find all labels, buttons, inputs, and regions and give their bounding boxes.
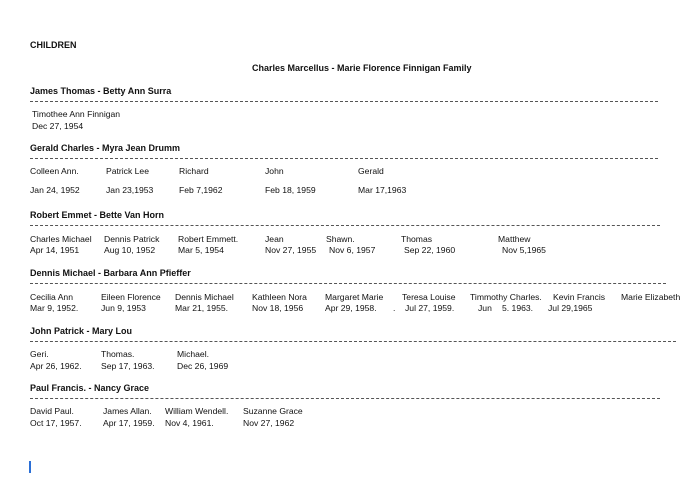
child-name: Timmothy Charles. <box>470 292 542 302</box>
child-date: Oct 17, 1957. <box>30 418 82 428</box>
child-name: Colleen Ann. <box>30 166 79 176</box>
child-name: Gerald <box>358 166 384 176</box>
child-date: . <box>393 303 396 313</box>
couple-heading: Gerald Charles - Myra Jean Drumm <box>30 143 181 153</box>
child-name: Thomas. <box>101 349 135 359</box>
couple-heading: Robert Emmet - Bette Van Horn <box>30 210 165 220</box>
child-date: Sep 22, 1960 <box>404 245 456 255</box>
child-name: Suzanne Grace <box>243 406 303 416</box>
child-name: Robert Emmett. <box>178 234 239 244</box>
child-date: Nov 4, 1961. <box>165 418 214 428</box>
child-date: Apr 14, 1951 <box>30 245 80 255</box>
child-date: Apr 26, 1962. <box>30 361 82 371</box>
dashed-rule <box>30 341 676 342</box>
child-name: Cecilia Ann <box>30 292 73 302</box>
child-date: Jun 9, 1953 <box>101 303 146 313</box>
child-name: Eileen Florence <box>101 292 161 302</box>
child-name: William Wendell. <box>165 406 229 416</box>
child-date: Mar 21, 1955. <box>175 303 229 313</box>
family-title: Charles Marcellus - Marie Florence Finnigan Family <box>252 63 472 73</box>
child-name: Richard <box>179 166 209 176</box>
child-name: Shawn. <box>326 234 355 244</box>
child-date: Sep 17, 1963. <box>101 361 155 371</box>
dashed-rule <box>30 398 660 399</box>
child-name: Kathleen Nora <box>252 292 307 302</box>
child-date: Nov 27, 1955 <box>265 245 317 255</box>
child-name: Patrick Lee <box>106 166 149 176</box>
child-name: Charles Michael <box>30 234 92 244</box>
child-name: Thomas <box>401 234 433 244</box>
child-date: Mar 17,1963 <box>358 185 407 195</box>
couple-heading: John Patrick - Mary Lou <box>30 326 133 336</box>
couple-heading: Dennis Michael - Barbara Ann Pfieffer <box>30 268 191 278</box>
couple-heading: Paul Francis. - Nancy Grace <box>30 383 150 393</box>
child-name: Geri. <box>30 349 49 359</box>
child-date: Jun <box>478 303 492 313</box>
child-date: 5. 1963. <box>502 303 534 313</box>
dashed-rule <box>30 101 658 102</box>
couple-heading: James Thomas - Betty Ann Surra <box>30 86 172 96</box>
child-date: Feb 7,1962 <box>179 185 223 195</box>
dashed-rule <box>30 283 666 284</box>
child-date: Nov 18, 1956 <box>252 303 304 313</box>
text-cursor[interactable] <box>29 461 31 473</box>
child-date: Jan 24, 1952 <box>30 185 80 195</box>
child-name: Timothee Ann Finnigan <box>32 109 121 119</box>
child-date: Nov 27, 1962 <box>243 418 295 428</box>
child-name: Jean <box>265 234 284 244</box>
child-date: Jul 27, 1959. <box>405 303 455 313</box>
child-name: Kevin Francis <box>553 292 606 302</box>
child-date: Apr 17, 1959. <box>103 418 155 428</box>
child-date: Feb 18, 1959 <box>265 185 316 195</box>
child-date: Jan 23,1953 <box>106 185 154 195</box>
child-date: Mar 5, 1954 <box>178 245 224 255</box>
child-date: Nov 5,1965 <box>502 245 546 255</box>
child-name: Dennis Michael <box>175 292 234 302</box>
child-date: Mar 9, 1952. <box>30 303 79 313</box>
child-name: John <box>265 166 284 176</box>
child-name: Dennis Patrick <box>104 234 160 244</box>
child-name: Teresa Louise <box>402 292 456 302</box>
child-name: James Allan. <box>103 406 152 416</box>
dashed-rule <box>30 158 658 159</box>
child-name: Michael. <box>177 349 209 359</box>
child-name: David Paul. <box>30 406 74 416</box>
child-date: Apr 29, 1958. <box>325 303 377 313</box>
page-heading: CHILDREN <box>30 40 77 50</box>
child-name: Matthew <box>498 234 531 244</box>
child-date: Dec 26, 1969 <box>177 361 229 371</box>
child-date: Dec 27, 1954 <box>32 121 84 131</box>
dashed-rule <box>30 225 660 226</box>
child-name: Marie Elizabeth <box>621 292 681 302</box>
child-date: Nov 6, 1957 <box>329 245 376 255</box>
child-date: Aug 10, 1952 <box>104 245 156 255</box>
child-name: Margaret Marie <box>325 292 384 302</box>
child-date: Jul 29,1965 <box>548 303 593 313</box>
